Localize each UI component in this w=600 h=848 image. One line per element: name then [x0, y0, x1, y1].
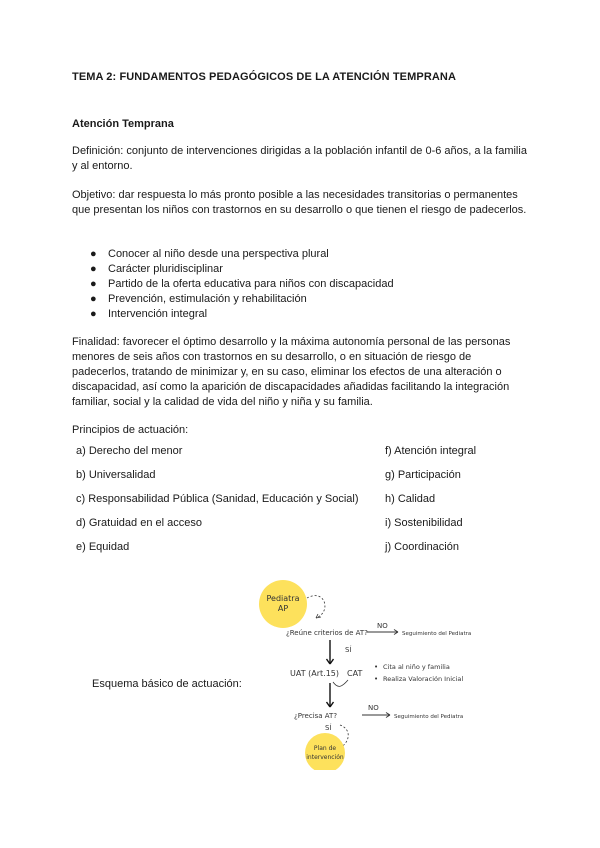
list-item: ● Prevención, estimulación y rehabilitación: [90, 293, 307, 305]
dashed-arrow: [307, 596, 325, 618]
principle-item: h) Calidad: [385, 493, 436, 505]
arrow-head-icon: [316, 614, 321, 618]
cat-item: Realiza Valoración Inicial: [383, 675, 464, 683]
finality-paragraph: Finalidad: favorecer el óptimo desarrollo y la máxima autonomía personal de las personas menores de seis años con trastornos en su desarrollo, o en situación de riesgo de padecerlos, tratando de minimizar y, en su caso, eliminar los efectos de una alteración o discapacidad, así como la aparición de discapacidades añadidas facilitando la integración familiar, social y la calidad de vida del niño y niña y su familia.: [72, 336, 511, 408]
scheme-label: Esquema básico de actuación:: [92, 678, 242, 690]
bullet-icon: •: [374, 675, 379, 683]
list-item: ● Conocer al niño desde una perspectiva plural: [90, 248, 329, 260]
outcome-2: Seguimiento del Pediatra: [394, 714, 464, 720]
principle-item: a) Derecho del menor: [76, 445, 183, 457]
principle-item: j) Coordinación: [385, 541, 459, 553]
bullet-icon: ●: [90, 278, 97, 290]
yes-label: SÍ: [325, 724, 332, 732]
principle-item: c) Responsabilidad Pública (Sanidad, Educación y Social): [76, 493, 359, 505]
end-node-label: Plan de: [313, 745, 337, 752]
bullet-list: [72, 247, 394, 322]
bullet-icon: •: [374, 663, 379, 671]
yes-label: SÍ: [345, 646, 352, 654]
action-flow-diagram: [250, 570, 510, 770]
section-title: Atención Temprana: [72, 118, 174, 130]
start-node-label: AP: [277, 604, 289, 613]
document-title: TEMA 2: FUNDAMENTOS PEDAGÓGICOS DE LA ATENCIÓN TEMPRANA: [72, 71, 456, 83]
bullet-icon: ●: [90, 248, 97, 260]
principle-item: e) Equidad: [76, 541, 130, 553]
principles-heading: Principios de actuación:: [72, 424, 189, 436]
uat-label: UAT (Art.15): [290, 669, 339, 678]
principle-item: g) Participación: [385, 469, 461, 481]
list-item: ● Carácter pluridisciplinar: [90, 263, 223, 275]
outcome-1: Seguimiento del Pediatra: [402, 631, 472, 637]
bullet-icon: ●: [90, 308, 97, 320]
principle-item: i) Sostenibilidad: [385, 517, 463, 529]
question-1: ¿Reúne criterios de AT?: [286, 629, 368, 637]
bullet-icon: ●: [90, 293, 97, 305]
question-2: ¿Precisa AT?: [294, 712, 338, 720]
end-node-label: intervención: [306, 754, 344, 761]
list-item: ● Intervención integral: [90, 308, 208, 320]
list-item: ● Partido de la oferta educativa para niños con discapacidad: [90, 278, 394, 290]
no-label: NO: [377, 622, 388, 630]
cat-label: CAT: [347, 669, 363, 678]
bullet-icon: ●: [90, 263, 97, 275]
definition-paragraph: Definición: conjunto de intervenciones dirigidas a la población infantil de 0-6 años, a la familia y al entorno.: [72, 145, 527, 172]
principle-item: f) Atención integral: [385, 445, 477, 457]
cat-item: Cita al niño y familia: [383, 663, 450, 671]
start-node-label: Pediatra: [266, 594, 300, 603]
curve-arrow: [333, 680, 348, 686]
principle-item: b) Universalidad: [76, 469, 156, 481]
objective-paragraph: Objetivo: dar respuesta lo más pronto posible a las necesidades transitorias o permanentes que presentan los niños con trastornos en su desarrollo o que tienen el riesgo de padecerlos.: [72, 189, 527, 216]
principle-item: d) Gratuidad en el acceso: [76, 517, 202, 529]
no-label: NO: [368, 704, 379, 712]
